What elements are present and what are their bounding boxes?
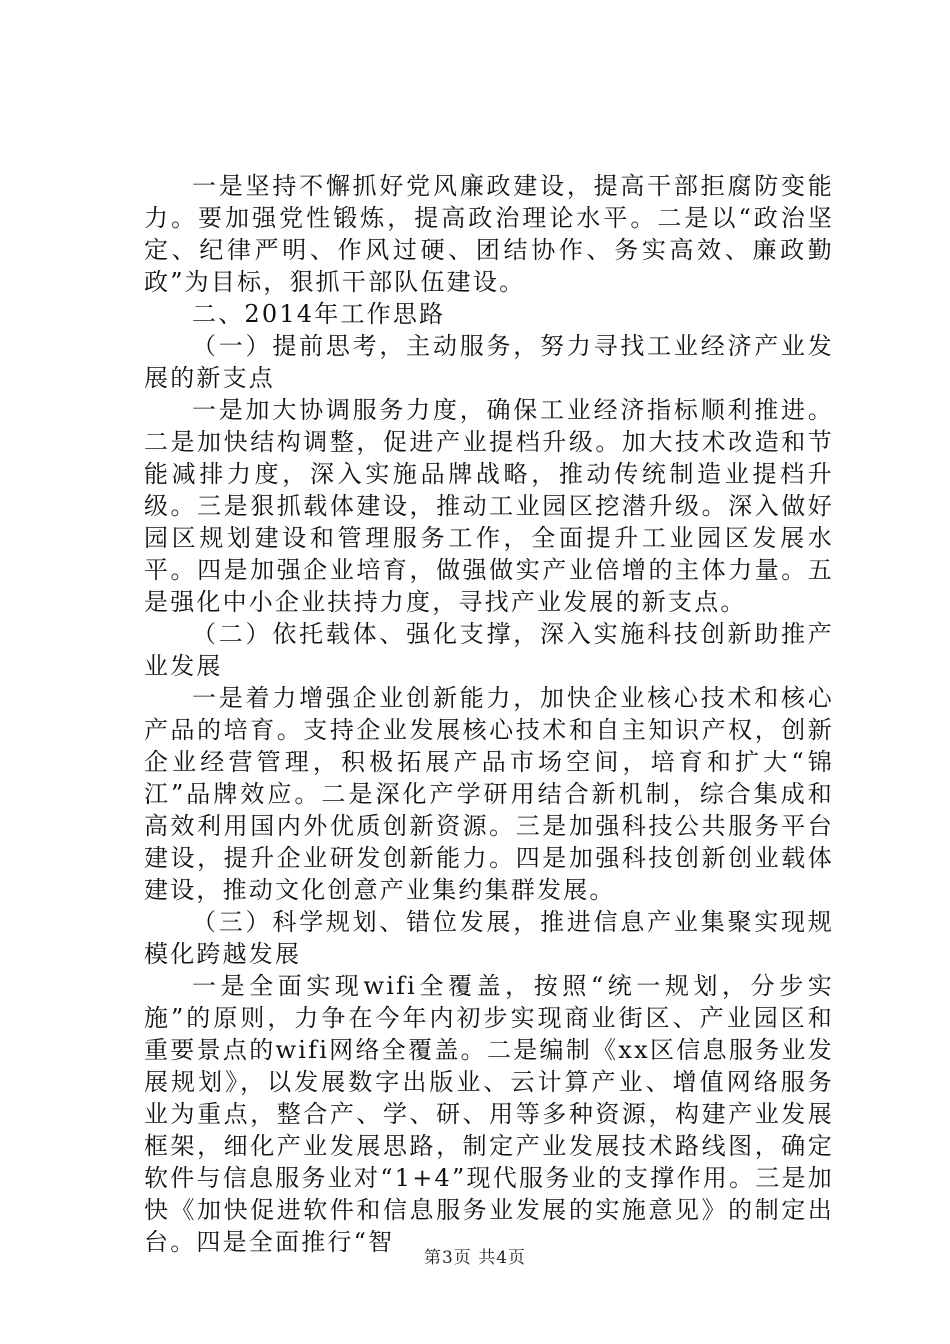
subheading-info-industry: （三）科学规划、错位发展，推进信息产业集聚实现规模化跨越发展 bbox=[144, 908, 834, 968]
paragraph-info-measures: 一是全面实现wifi全覆盖，按照“统一规划，分步实施”的原则，力争在今年内初步实现商业街区、产业园区和重要景点的wifi网络全覆盖。二是编制《xx区信息服务业发展规划》，以发展数字出版业、云计算产业、增值网络服务业为重点，整合产、学、研、用等多种资源，构建产业发展框架，细化产业发展思路，制定产业发展技术路线图，确定软件与信息服务业对“1+4”现代服务业的支撑作用。三是加快《加快促进软件和信息服务业发展的实施意见》的制定出台。四是全面推行“智 bbox=[144, 972, 834, 1256]
subheading-industry-support: （一）提前思考，主动服务，努力寻找工业经济产业发展的新支点 bbox=[144, 332, 834, 392]
section-heading-2014-plan: 二、2014年工作思路 bbox=[192, 300, 446, 328]
subheading-tech-innovation: （二）依托载体、强化支撑，深入实施科技创新助推产业发展 bbox=[144, 620, 834, 680]
paragraph-industry-measures: 一是加大协调服务力度，确保工业经济指标顺利推进。二是加快结构调整，促进产业提档升级。加大技术改造和节能减排力度，深入实施品牌战略，推动传统制造业提档升级。三是狠抓载体建设，推动工业园区挖潜升级。深入做好园区规划建设和管理服务工作，全面提升工业园区发展水平。四是加强企业培育，做强做实产业倍增的主体力量。五是强化中小企业扶持力度，寻找产业发展的新支点。 bbox=[144, 396, 834, 616]
paragraph-tech-measures: 一是着力增强企业创新能力，加快企业核心技术和核心产品的培育。支持企业发展核心技术和自主知识产权，创新企业经营管理，积极拓展产品市场空间，培育和扩大“锦江”品牌效应。二是深化产学研用结合新机制，综合集成和高效利用国内外优质创新资源。三是加强科技公共服务平台建设，提升企业研发创新能力。四是加强科技创新创业载体建设，推动文化创意产业集约集群发展。 bbox=[144, 684, 834, 904]
paragraph-discipline: 一是坚持不懈抓好党风廉政建设，提高干部拒腐防变能力。要加强党性锻炼，提高政治理论水平。二是以“政治坚定、纪律严明、作风过硬、团结协作、务实高效、廉政勤政”为目标，狠抓干部队伍建设。 bbox=[144, 172, 834, 296]
document-body bbox=[144, 170, 834, 1258]
page-number-footer: 第3页 共4页 bbox=[423, 1248, 527, 1268]
